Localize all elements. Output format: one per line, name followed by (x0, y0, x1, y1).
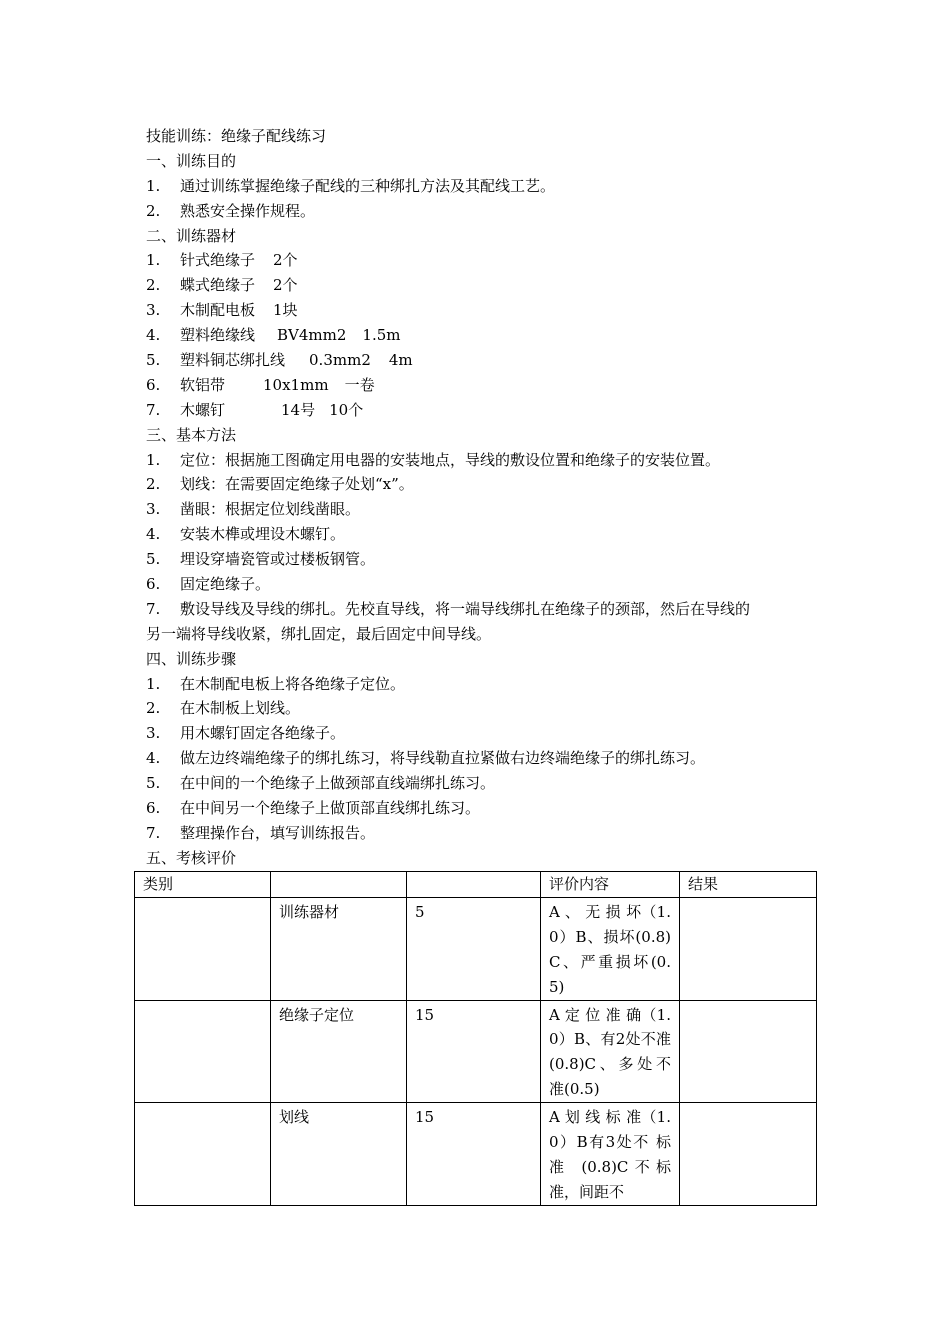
cell-result (680, 1103, 817, 1206)
list-item: 1. 定位：根据施工图确定用电器的安装地点，导线的敷设位置和绝缘子的安装位置。 (146, 450, 721, 469)
list-item: 5. 埋设穿墙瓷管或过楼板钢管。 (146, 550, 376, 569)
cell-category (135, 1103, 271, 1206)
equipment-item: 2. 蝶式绝缘子 2个 (146, 276, 298, 295)
table-row (135, 897, 817, 1000)
list-item: 5. 在中间的一个绝缘子上做颈部直线端绑扎练习。 (146, 774, 496, 793)
header-score (407, 872, 541, 898)
section-heading-4: 四、训练步骤 (146, 649, 237, 668)
header-result: 结果 (680, 872, 817, 898)
section-heading-2: 二、训练器材 (146, 226, 237, 245)
cell-score: 5 (407, 897, 541, 1000)
equipment-item: 3. 木制配电板 1块 (146, 301, 298, 320)
header-category: 类别 (135, 872, 271, 898)
cell-criteria: A 、 无 损 坏（1.0）B、损坏(0.8)C、严重损坏(0.5) (541, 897, 680, 1000)
cell-item: 划线 (271, 1103, 407, 1206)
table-row (135, 1103, 817, 1206)
list-item: 4. 做左边终端绝缘子的绑扎练习，将导线勒直拉紧做右边终端绝缘子的绑扎练习。 (146, 749, 706, 768)
list-item: 2. 划线：在需要固定绝缘子处划“x”。 (146, 475, 414, 494)
doc-title: 技能训练：绝缘子配线练习 (146, 127, 327, 145)
cell-result (680, 897, 817, 1000)
cell-score: 15 (407, 1103, 541, 1206)
section-heading-3: 三、基本方法 (146, 425, 237, 444)
table-row (135, 1000, 817, 1103)
cell-category (135, 1000, 271, 1103)
list-item: 6. 在中间另一个绝缘子上做顶部直线绑扎练习。 (146, 799, 481, 818)
list-item-continuation: 另一端将导线收紧，绑扎固定，最后固定中间导线。 (146, 624, 492, 643)
list-item: 6. 固定绝缘子。 (146, 575, 271, 594)
list-item: 7. 整理操作台，填写训练报告。 (146, 823, 376, 842)
list-item: 3. 凿眼：根据定位划线凿眼。 (146, 500, 361, 519)
list-item: 1. 在木制配电板上将各绝缘子定位。 (146, 674, 406, 693)
header-criteria: 评价内容 (541, 872, 680, 898)
cell-result (680, 1000, 817, 1103)
list-item: 4. 安装木榫或埋设木螺钉。 (146, 525, 346, 544)
equipment-item: 7. 木螺钉 14号 10个 (146, 400, 364, 419)
table-header-row (135, 872, 817, 898)
equipment-item: 1. 针式绝缘子 2个 (146, 251, 298, 270)
list-item: 2. 熟悉安全操作规程。 (146, 201, 316, 220)
header-item (271, 872, 407, 898)
cell-item: 绝缘子定位 (271, 1000, 407, 1103)
section-heading-1: 一、训练目的 (146, 151, 237, 170)
list-item: 3. 用木螺钉固定各绝缘子。 (146, 724, 346, 743)
equipment-item: 6. 软铝带 10x1mm 一卷 (146, 375, 375, 394)
evaluation-table (134, 871, 817, 1206)
cell-category (135, 897, 271, 1000)
list-item: 7. 敷设导线及导线的绑扎。先校直导线，将一端导线绑扎在绝缘子的颈部，然后在导线的 (146, 599, 751, 618)
equipment-item: 4. 塑料绝缘线 BV4mm2 1.5m (146, 326, 401, 345)
list-item: 2. 在木制板上划线。 (146, 699, 301, 718)
cell-score: 15 (407, 1000, 541, 1103)
document-body (146, 124, 816, 871)
equipment-item: 5. 塑料铜芯绑扎线 0.3mm2 4m (146, 351, 413, 370)
section-heading-5: 五、考核评价 (146, 848, 237, 867)
list-item: 1. 通过训练掌握绝缘子配线的三种绑扎方法及其配线工艺。 (146, 176, 556, 195)
cell-criteria: A 定 位 准 确（1.0）B、有2处不准(0.8)C、多处不准(0.5) (541, 1000, 680, 1103)
cell-criteria: A 划 线 标 准（1.0）B有3处不 标 准 (0.8)C不标准，间距不 (541, 1103, 680, 1206)
cell-item: 训练器材 (271, 897, 407, 1000)
